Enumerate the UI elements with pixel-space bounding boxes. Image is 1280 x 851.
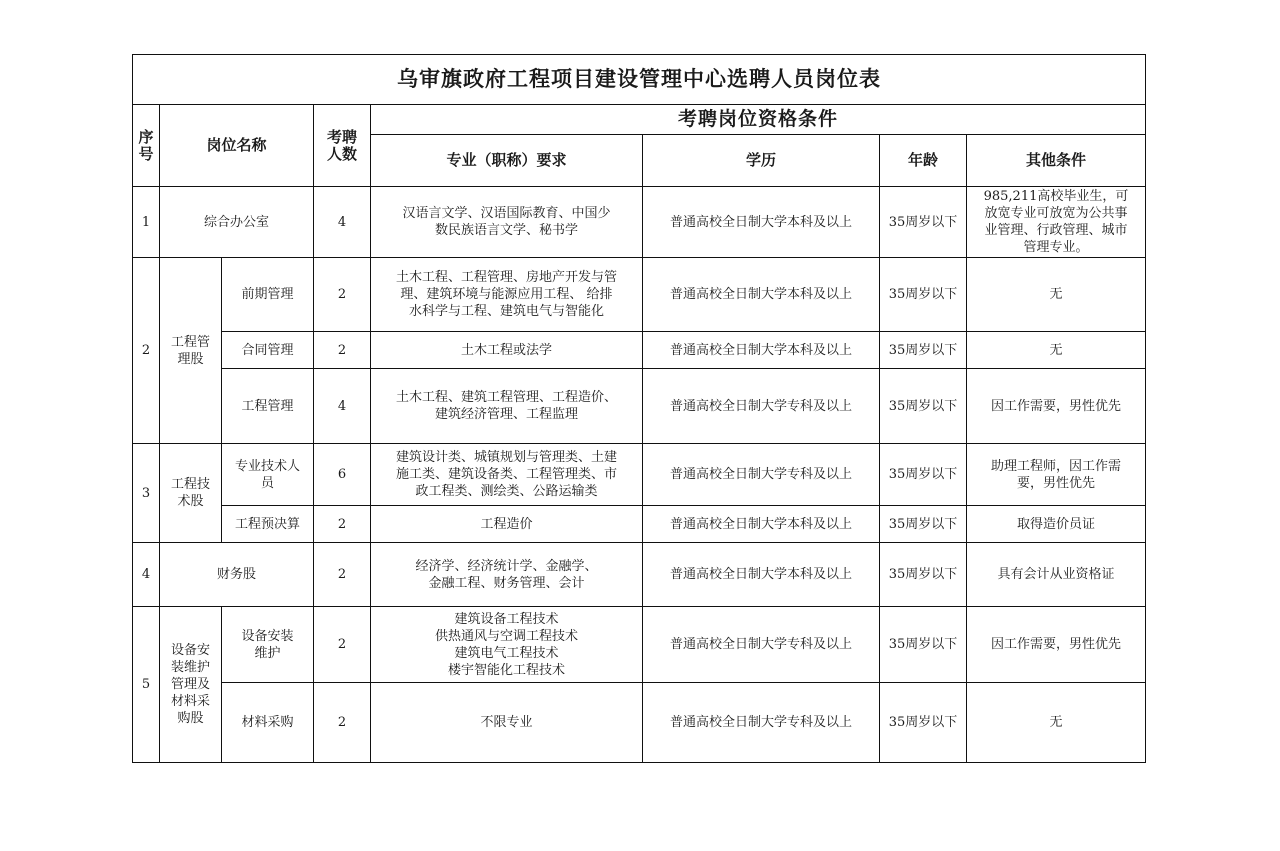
cell-age: 35周岁以下 xyxy=(880,506,967,543)
title-row xyxy=(133,55,1146,105)
cell-age: 35周岁以下 xyxy=(880,683,967,763)
cell-major: 土木工程或法学 xyxy=(371,332,643,369)
cell-other: 985,211高校毕业生，可 放宽专业可放宽为公共事 业管理、行政管理、城市 管理专业。 xyxy=(967,187,1146,258)
cell-other: 助理工程师，因工作需 要，男性优先 xyxy=(967,444,1146,506)
cell-count: 2 xyxy=(314,607,371,683)
cell-seq: 2 xyxy=(133,258,160,444)
cell-sub-post: 设备安装 维护 xyxy=(222,607,314,683)
cell-major: 汉语言文学、汉语国际教育、中国少 数民族语言文学、秘书学 xyxy=(371,187,643,258)
cell-education: 普通高校全日制大学专科及以上 xyxy=(643,607,880,683)
cell-sub-post: 合同管理 xyxy=(222,332,314,369)
cell-count: 2 xyxy=(314,683,371,763)
cell-seq: 4 xyxy=(133,543,160,607)
cell-sub-post: 工程预决算 xyxy=(222,506,314,543)
cell-education: 普通高校全日制大学本科及以上 xyxy=(643,258,880,332)
header-headcount: 考聘 人数 xyxy=(314,105,371,187)
header-post-name: 岗位名称 xyxy=(160,105,314,187)
table-row xyxy=(133,543,1146,607)
cell-major: 建筑设计类、城镇规划与管理类、土建 施工类、建筑设备类、工程管理类、市 政工程类、测绘类、公路运输类 xyxy=(371,444,643,506)
cell-major: 土木工程、工程管理、房地产开发与管 理、建筑环境与能源应用工程、 给排 水科学与工程、建筑电气与智能化 xyxy=(371,258,643,332)
position-table xyxy=(132,54,1146,763)
cell-major: 建筑设备工程技术 供热通风与空调工程技术 建筑电气工程技术 楼宇智能化工程技术 xyxy=(371,607,643,683)
cell-age: 35周岁以下 xyxy=(880,369,967,444)
cell-count: 2 xyxy=(314,332,371,369)
header-qualifications: 考聘岗位资格条件 xyxy=(371,105,1146,135)
header-other: 其他条件 xyxy=(967,135,1146,187)
header-age: 年龄 xyxy=(880,135,967,187)
cell-education: 普通高校全日制大学专科及以上 xyxy=(643,369,880,444)
cell-sub-post: 专业技术人 员 xyxy=(222,444,314,506)
table-row xyxy=(133,506,1146,543)
cell-education: 普通高校全日制大学本科及以上 xyxy=(643,187,880,258)
cell-education: 普通高校全日制大学本科及以上 xyxy=(643,332,880,369)
cell-sub-post: 材料采购 xyxy=(222,683,314,763)
cell-other: 无 xyxy=(967,332,1146,369)
cell-dept: 工程管 理股 xyxy=(160,258,222,444)
cell-seq: 1 xyxy=(133,187,160,258)
cell-dept: 设备安 装维护 管理及 材料采 购股 xyxy=(160,607,222,763)
cell-other: 因工作需要，男性优先 xyxy=(967,369,1146,444)
cell-education: 普通高校全日制大学专科及以上 xyxy=(643,444,880,506)
cell-count: 4 xyxy=(314,187,371,258)
cell-other: 无 xyxy=(967,258,1146,332)
table-row xyxy=(133,369,1146,444)
page-title: 乌审旗政府工程项目建设管理中心选聘人员岗位表 xyxy=(133,55,1146,105)
cell-other: 取得造价员证 xyxy=(967,506,1146,543)
cell-seq: 3 xyxy=(133,444,160,543)
cell-other: 无 xyxy=(967,683,1146,763)
cell-education: 普通高校全日制大学专科及以上 xyxy=(643,683,880,763)
cell-dept: 财务股 xyxy=(160,543,314,607)
cell-count: 2 xyxy=(314,506,371,543)
cell-dept: 综合办公室 xyxy=(160,187,314,258)
cell-other: 因工作需要，男性优先 xyxy=(967,607,1146,683)
cell-other: 具有会计从业资格证 xyxy=(967,543,1146,607)
cell-education: 普通高校全日制大学本科及以上 xyxy=(643,506,880,543)
cell-education: 普通高校全日制大学本科及以上 xyxy=(643,543,880,607)
cell-major: 土木工程、建筑工程管理、工程造价、 建筑经济管理、工程监理 xyxy=(371,369,643,444)
cell-major: 经济学、经济统计学、金融学、 金融工程、财务管理、会计 xyxy=(371,543,643,607)
cell-major: 不限专业 xyxy=(371,683,643,763)
cell-count: 2 xyxy=(314,543,371,607)
header-education: 学历 xyxy=(643,135,880,187)
cell-age: 35周岁以下 xyxy=(880,607,967,683)
cell-major: 工程造价 xyxy=(371,506,643,543)
table-row xyxy=(133,332,1146,369)
cell-dept: 工程技 术股 xyxy=(160,444,222,543)
cell-age: 35周岁以下 xyxy=(880,332,967,369)
cell-age: 35周岁以下 xyxy=(880,444,967,506)
table-row xyxy=(133,187,1146,258)
header-row-1 xyxy=(133,105,1146,135)
table-row xyxy=(133,683,1146,763)
header-major: 专业（职称）要求 xyxy=(371,135,643,187)
table-row xyxy=(133,444,1146,506)
cell-age: 35周岁以下 xyxy=(880,258,967,332)
table-row xyxy=(133,258,1146,332)
cell-count: 6 xyxy=(314,444,371,506)
cell-count: 4 xyxy=(314,369,371,444)
cell-age: 35周岁以下 xyxy=(880,543,967,607)
cell-age: 35周岁以下 xyxy=(880,187,967,258)
table-row xyxy=(133,607,1146,683)
header-seq: 序 号 xyxy=(133,105,160,187)
cell-sub-post: 工程管理 xyxy=(222,369,314,444)
cell-sub-post: 前期管理 xyxy=(222,258,314,332)
cell-count: 2 xyxy=(314,258,371,332)
cell-seq: 5 xyxy=(133,607,160,763)
